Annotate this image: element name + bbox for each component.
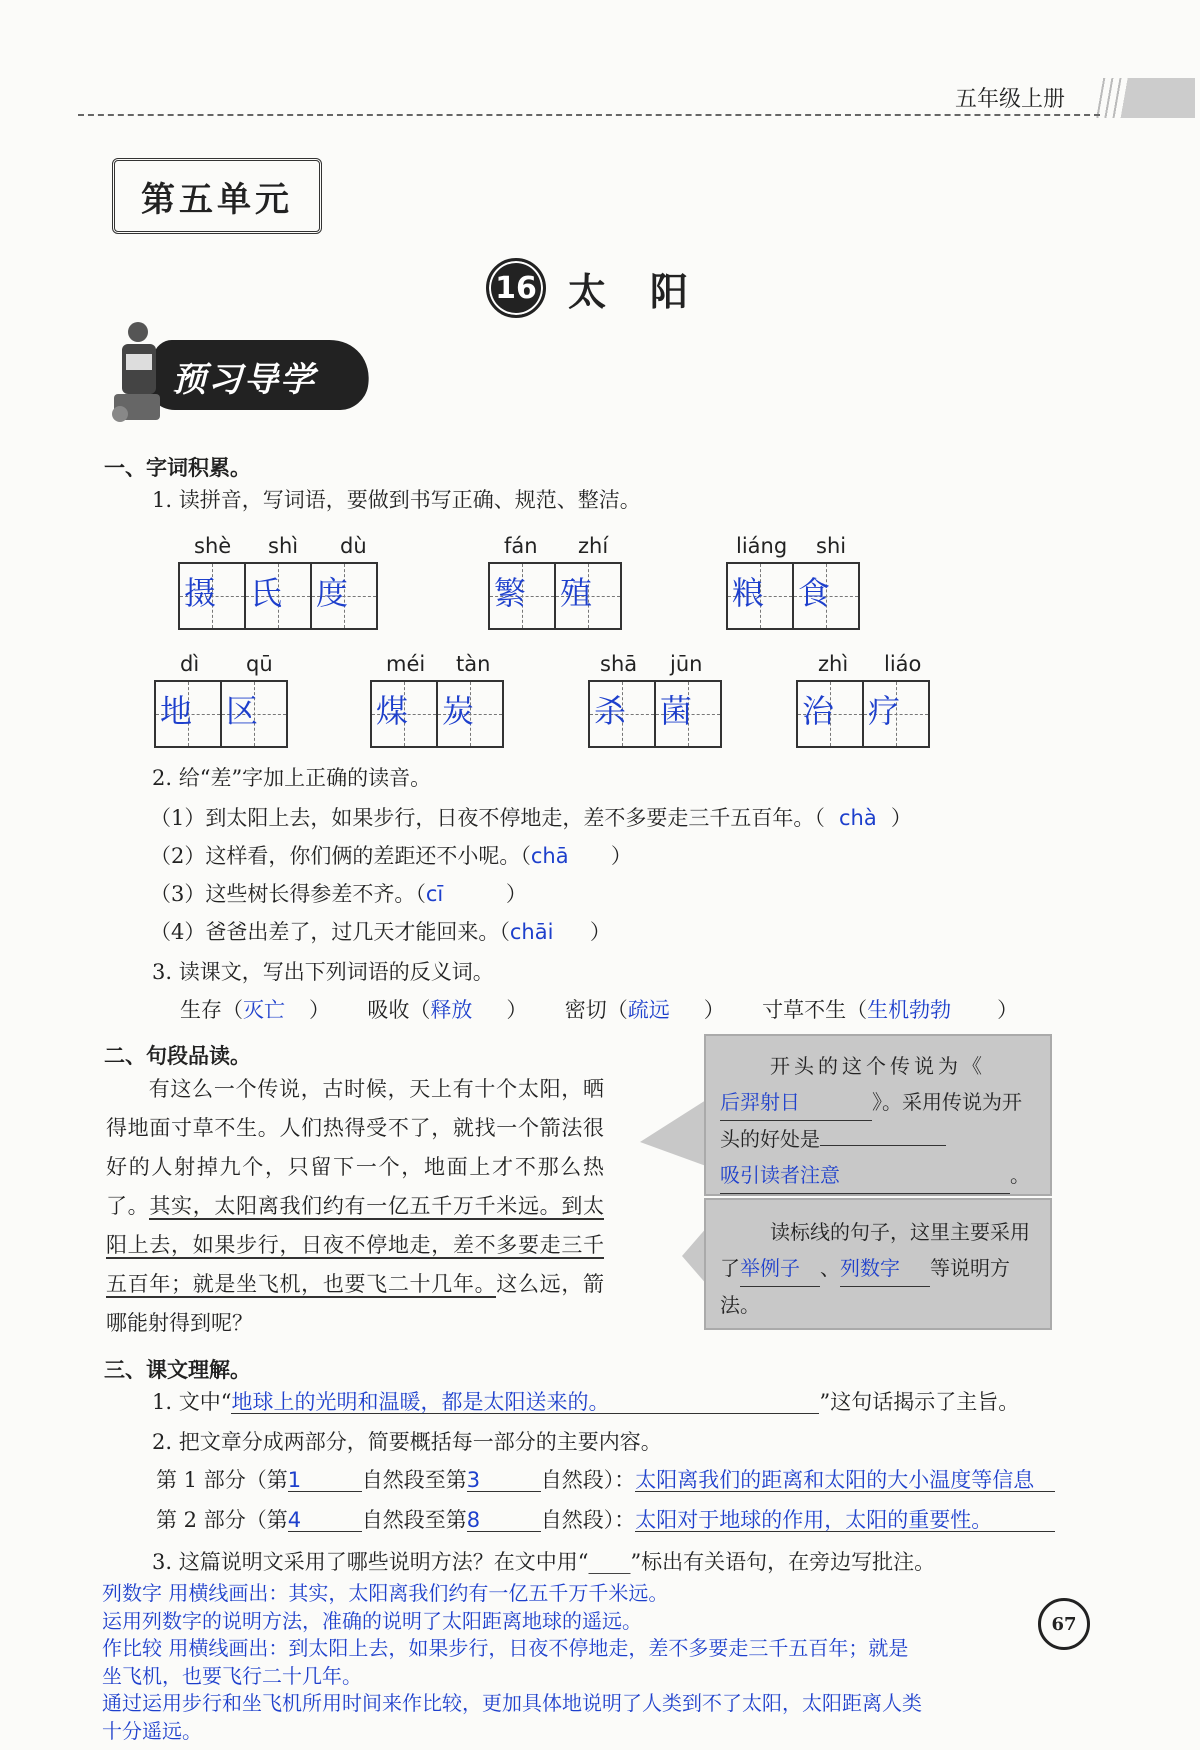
char-box: 区 bbox=[220, 680, 288, 748]
char-box: 氏 bbox=[244, 562, 312, 630]
pinyin: fán bbox=[504, 534, 538, 558]
char-box: 粮 bbox=[726, 562, 794, 630]
pinyin: shì bbox=[268, 534, 299, 558]
char-box: 繁 bbox=[488, 562, 556, 630]
char-box: 杀 bbox=[588, 680, 656, 748]
section2-heading: 二、句段品读。 bbox=[104, 1044, 251, 1068]
section3-q3: 3. 这篇说明文采用了哪些说明方法？在文中用“____”标出有关语句，在旁边写批注。 bbox=[152, 1550, 936, 1574]
header-divider bbox=[78, 114, 1100, 116]
section1-q2: 2. 给“差”字加上正确的读音。 bbox=[152, 766, 432, 790]
page-number: 67 bbox=[1038, 1598, 1090, 1650]
pinyin: jūn bbox=[670, 652, 703, 676]
pinyin: liáo bbox=[884, 652, 922, 676]
answer-line: 作比较 用横线画出：到太阳上去，如果步行，日夜不停地走，差不多要走三千五百年；就是 bbox=[102, 1636, 909, 1660]
pinyin: tàn bbox=[456, 652, 491, 676]
reading-passage: 有这么一个传说，古时候，天上有十个太阳，晒得地面寸草不生。人们热得受不了，就找一个箭法很好的人射掉九个，只留下一个，地面上才不那么热了。其实，太阳离我们约有一亿五千万千米远。到太阳上去，如果步行，日夜不停地走，差不多要走三千五百年；就是坐飞机，也要飞二十几年。这么远，箭哪能射得到呢？ bbox=[106, 1077, 605, 1335]
char-box: 治 bbox=[796, 680, 864, 748]
section1-heading: 一、字词积累。 bbox=[104, 456, 251, 480]
q2-item-3: （3）这些树长得参差不齐。（cī ） bbox=[150, 882, 527, 906]
char-box: 炭 bbox=[436, 680, 504, 748]
char-box: 疗 bbox=[862, 680, 930, 748]
answer-line: 运用列数字的说明方法，准确的说明了太阳距离地球的遥远。 bbox=[102, 1608, 642, 1633]
answer-line: 列数字 用横线画出：其实，太阳离我们约有一亿五千万千米远。 bbox=[102, 1581, 669, 1605]
pinyin: qū bbox=[246, 652, 273, 676]
char-box: 摄 bbox=[178, 562, 246, 630]
section3-heading: 三、课文理解。 bbox=[104, 1358, 251, 1382]
grade-label: 五年级上册 bbox=[955, 86, 1066, 111]
lesson-number-badge: 16 bbox=[486, 258, 546, 318]
char-box: 地 bbox=[154, 680, 222, 748]
q2-item-4: （4）爸爸出差了，过几天才能回来。（chāi ） bbox=[150, 920, 611, 944]
part1-row: 第 1 部分（第1 自然段至第3 自然段）：太阳离我们的距离和太阳的大小温度等信息 bbox=[156, 1470, 1055, 1492]
unit-title: 第五单元 bbox=[112, 158, 322, 234]
char-box: 殖 bbox=[554, 562, 622, 630]
section3-q1: 1. 文中“地球上的光明和温暖，都是太阳送来的。 ”这句话揭示了主旨。 bbox=[152, 1390, 1020, 1414]
mascot-icon bbox=[108, 318, 164, 428]
char-box: 度 bbox=[310, 562, 378, 630]
lesson-title: 太阳 bbox=[568, 269, 733, 314]
lesson-heading bbox=[486, 258, 732, 318]
pinyin: dù bbox=[340, 534, 367, 558]
char-box: 食 bbox=[792, 562, 860, 630]
guide-title: 预习导学 bbox=[172, 360, 316, 400]
pinyin: zhí bbox=[578, 534, 609, 558]
pinyin: dì bbox=[180, 652, 200, 676]
q3-answers bbox=[102, 1580, 1022, 1745]
annotation-box-2: 读标线的句子，这里主要采用了举例子 、列数字 等说明方法。 bbox=[704, 1198, 1052, 1330]
part2-row: 第 2 部分（第4 自然段至第8 自然段）：太阳对于地球的作用，太阳的重要性。 bbox=[156, 1510, 1055, 1532]
pinyin: liáng bbox=[736, 534, 788, 558]
section1-q1: 1. 读拼音，写词语，要做到书写正确、规范、整洁。 bbox=[152, 488, 641, 512]
annotation-box-1: 开头的这个传说为《后羿射日 》。采用传说为开头的好处是 吸引读者注意 。 bbox=[704, 1034, 1052, 1196]
answer-line: 十分遥远。 bbox=[102, 1718, 202, 1743]
char-box: 菌 bbox=[654, 680, 722, 748]
pinyin: zhì bbox=[818, 652, 849, 676]
callout-pointer bbox=[640, 1100, 706, 1170]
section1-q3: 3. 读课文，写出下列词语的反义词。 bbox=[152, 960, 494, 984]
pinyin: shi bbox=[816, 534, 847, 558]
section3-q2: 2. 把文章分成两部分，简要概括每一部分的主要内容。 bbox=[152, 1430, 662, 1454]
answer-line: 通过运用步行和坐飞机所用时间来作比较，更加具体地说明了人类到不了太阳，太阳距离人类 bbox=[102, 1691, 922, 1715]
pinyin: méi bbox=[386, 652, 426, 676]
pinyin: shè bbox=[194, 534, 232, 558]
underlined-sentence: 其实，太阳离我们约有一亿五千万千米远。到太阳上去，如果步行，日夜不停地走，差不多要走三千五百年；就是坐飞机，也要飞二十几年。 bbox=[106, 1194, 605, 1296]
char-box: 煤 bbox=[370, 680, 438, 748]
pinyin: shā bbox=[600, 652, 638, 676]
q2-item-2: （2）这样看，你们俩的差距还不小呢。（chā ） bbox=[150, 844, 632, 868]
answer-line: 坐飞机，也要飞行二十几年。 bbox=[102, 1663, 362, 1688]
q2-item-1: （1）到太阳上去，如果步行，日夜不停地走，差不多要走三千五百年。（ chà ） bbox=[150, 806, 912, 830]
header-stripe-decoration bbox=[1085, 78, 1195, 118]
antonym-row: 生存（灭亡 ） 吸收（释放 ） 密切（疏远 ） 寸草不生（生机勃勃 ） bbox=[180, 998, 1019, 1022]
